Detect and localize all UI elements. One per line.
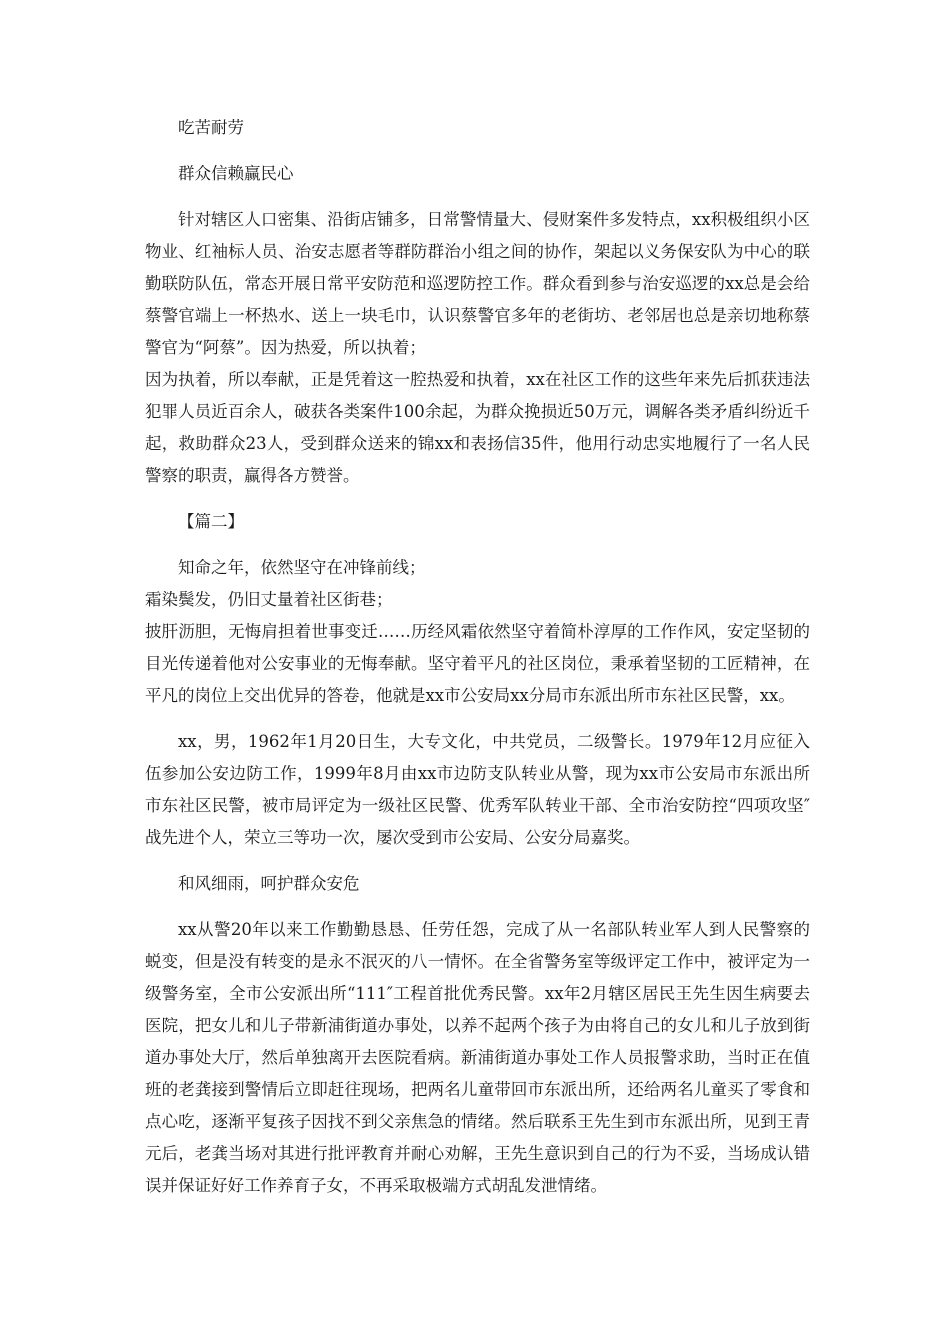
paragraph-joint-defense: 针对辖区人口密集、沿街店铺多，日常警情量大、侵财案件多发特点，xx积极组织小区物业、红袖标人员、治安志愿者等群防群治小组之间的协作，架起以义务保安队为中心的联勤联防队伍，常态开展日常平安防范和巡逻防控工作。群众看到参与治安巡逻的xx总是会给蔡警官端上一杯热水、送上一块毛巾，认识蔡警官多年的老街坊、老邻居也总是亲切地称蔡警官为“阿蔡”。因为热爱，所以执着； <box>145 210 810 357</box>
paragraph-case-story: xx从警20年以来工作勤勤恳恳、任劳任怨，完成了从一名部队转业军人到人民警察的蜕变，但是没有转变的是永不泯灭的八一情怀。在全省警务室等级评定工作中，被评定为一级警务室，全市公安派出所“111″工程首批优秀民警。xx年2月辖区居民王先生因生病要去医院，把女儿和儿子带新浦街道办事处，以养不起两个孩子为由将自己的女儿和儿子放到街道办事处大厅，然后单独离开去医院看病。新浦街道办事处工作人员报警求助，当时正在值班的老龚接到警情后立即赶往现场，把两名儿童带回市东派出所，还给两名儿童买了零食和点心吃，逐渐平复孩子因找不到父亲焦急的情绪。然后联系王先生到市东派出所，见到王青元后，老龚当场对其进行批评教育并耐心劝解，王先生意识到自己的行为不妥，当场成认错误并保证好好工作养育子女，不再采取极端方式胡乱发泄情绪。 <box>145 920 810 1195</box>
verse-line-1: 知命之年，依然坚守在冲锋前线； <box>178 558 426 577</box>
subheading-care: 和风细雨，呵护群众安危 <box>178 874 360 893</box>
section-heading-part-two: 【篇二】 <box>178 512 244 531</box>
document-page <box>145 112 810 1202</box>
subheading-hardworking: 吃苦耐劳 <box>178 118 244 137</box>
paragraph-biography: xx，男，1962年1月20日生，大专文化，中共党员，二级警长。1979年12月应征入伍参加公安边防工作，1999年8月由xx市边防支队转业从警，现为xx市公安局市东派出所市东社区民警，被市局评定为一级社区民警、优秀军队转业干部、全市治安防控“四项攻坚″战先进个人，荣立三等功一次，屡次受到市公安局、公安分局嘉奖。 <box>145 732 810 847</box>
paragraph-achievements: 因为执着，所以奉献，正是凭着这一腔热爱和执着，xx在社区工作的这些年来先后抓获违法犯罪人员近百余人，破获各类案件100余起，为群众挽损近50万元，调解各类矛盾纠纷近千起，救助群众23人，受到群众送来的锦xx和表扬信35件，他用行动忠实地履行了一名人民警察的职责，赢得各方赞誉。 <box>145 370 810 485</box>
verse-line-2: 霜染鬓发，仍旧丈量着社区街巷； <box>145 590 393 609</box>
subheading-trust: 群众信赖赢民心 <box>178 164 294 183</box>
paragraph-introduction: 披肝沥胆，无悔肩担着世事变迁……历经风霜依然坚守着简朴淳厚的工作作风，安定坚韧的目光传递着他对公安事业的无悔奉献。坚守着平凡的社区岗位，秉承着坚韧的工匠精神，在平凡的岗位上交出优异的答卷，他就是xx市公安局xx分局市东派出所市东社区民警，xx。 <box>145 622 810 705</box>
